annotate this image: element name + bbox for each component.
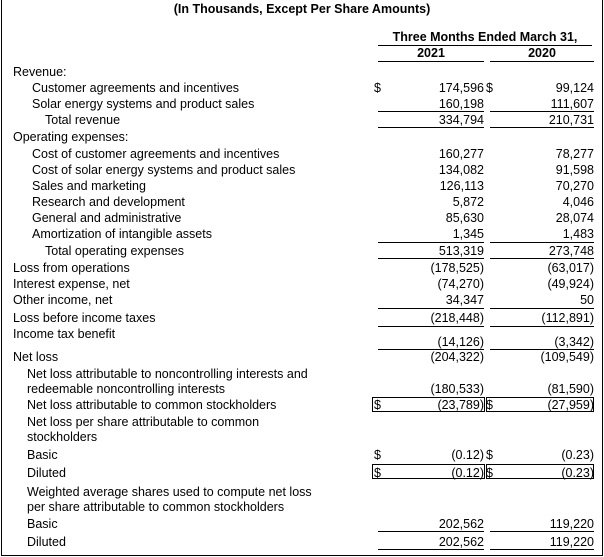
row-common-stockholders (0, 397, 604, 413)
row-label: General and administrative (32, 211, 182, 225)
row-label: Net loss attributable to noncontrolling interests and (27, 367, 308, 381)
value-2020: 273,748 (548, 244, 594, 258)
row-basic-eps (0, 447, 604, 463)
row-label: Customer agreements and incentives (32, 81, 240, 95)
value-2020: 119,220 (549, 517, 594, 531)
value-2020: 4,046 (562, 195, 594, 209)
value-2020: 78,277 (555, 147, 594, 161)
row-loss-before-tax (0, 310, 604, 326)
row-label: Diluted (27, 466, 66, 480)
row-label: Sales and marketing (32, 179, 146, 193)
row-cost-solar (0, 162, 604, 178)
year-2020-header: 2020 (490, 46, 594, 62)
value-2020: (63,017) (547, 261, 594, 275)
row-label: Basic (27, 517, 58, 531)
value-2020: 1,483 (562, 227, 594, 241)
row-label: redeemable noncontrolling interests (27, 382, 226, 396)
currency-symbol: $ (374, 81, 381, 95)
row-label: Income tax benefit (13, 327, 116, 341)
row-total-revenue (0, 112, 604, 128)
value-2021: (218,448) (430, 311, 484, 325)
row-gna (0, 210, 604, 226)
value-2021: (0.12) (451, 466, 484, 480)
underline (378, 127, 484, 128)
row-per-share-line1 (0, 414, 604, 430)
value-2021: 34,347 (445, 293, 484, 307)
row-label: Loss before income taxes (13, 311, 156, 325)
value-2020: 70,270 (555, 179, 594, 193)
value-2021: 174,596 (438, 81, 484, 95)
value-2021: 5,872 (452, 195, 484, 209)
value-2020: 50 (580, 293, 594, 307)
value-2021: (178,525) (430, 261, 484, 275)
row-label: Amortization of intangible assets (32, 227, 212, 241)
row-label: Net loss per share attributable to common (27, 415, 260, 429)
value-2021: 85,630 (445, 211, 484, 225)
value-2020: (49,924) (547, 277, 594, 291)
underline (490, 531, 594, 532)
value-2021: 134,082 (438, 163, 484, 177)
row-label: Net loss (13, 350, 59, 364)
row-label: Solar energy systems and product sales (32, 97, 255, 111)
row-nci-line2 (0, 381, 604, 397)
row-label: Loss from operations (13, 261, 130, 275)
row-label: Research and development (32, 195, 185, 209)
row-label: Weighted average shares used to compute net loss (27, 485, 312, 499)
row-revenue (0, 64, 604, 80)
row-amortization (0, 226, 604, 242)
value-2020: 99,124 (555, 81, 594, 95)
row-per-share-line2 (0, 429, 604, 445)
value-2021: 160,198 (438, 97, 484, 111)
row-label: stockholders (27, 430, 98, 444)
row-cost-customer (0, 146, 604, 162)
underline (490, 127, 594, 128)
underline (490, 549, 594, 550)
underline (378, 308, 484, 309)
row-opex (0, 129, 604, 145)
value-2020: 111,607 (550, 97, 594, 111)
row-label: Other income, net (13, 293, 113, 307)
row-loss-from-operations (0, 260, 604, 276)
value-2020: (109,549) (540, 350, 594, 364)
value-2020: (3,342) (554, 335, 594, 349)
row-label: Interest expense, net (13, 277, 130, 291)
year-2021-header: 2021 (378, 46, 484, 62)
value-2020: 119,220 (549, 535, 594, 549)
row-interest-expense (0, 276, 604, 292)
row-rnd (0, 194, 604, 210)
currency-symbol: $ (374, 448, 381, 462)
value-2021: (180,533) (430, 382, 484, 396)
value-2021: 202,562 (438, 517, 484, 531)
value-2021: (204,322) (430, 350, 484, 364)
row-basic-shares (0, 516, 604, 532)
currency-symbol: $ (374, 398, 381, 412)
row-label: Total operating expenses (45, 244, 184, 258)
value-2020: (0.23) (561, 448, 594, 462)
row-label: Revenue: (13, 65, 67, 79)
underline (490, 258, 594, 259)
row-label: Net loss attributable to common stockholders (27, 398, 277, 412)
value-2020: 210,731 (548, 113, 594, 127)
value-2021: 1,345 (452, 227, 484, 241)
value-2020: 91,598 (555, 163, 594, 177)
value-2021: (23,789) (437, 398, 484, 412)
underline (490, 308, 594, 309)
value-2021: 513,319 (438, 244, 484, 258)
value-2021: (74,270) (437, 277, 484, 291)
row-nci-line1 (0, 366, 604, 382)
value-2021: 160,277 (438, 147, 484, 161)
row-label: Cost of solar energy systems and product sales (32, 163, 296, 177)
currency-symbol: $ (486, 81, 493, 95)
row-diluted-shares (0, 534, 604, 550)
value-2020: (112,891) (541, 311, 594, 325)
row-wavg-line1 (0, 484, 604, 500)
value-2021: (14,126) (437, 335, 484, 349)
statement-title: (In Thousands, Except Per Share Amounts) (173, 2, 431, 16)
row-label: Diluted (27, 535, 66, 549)
row-wavg-line2 (0, 499, 604, 515)
row-solar-sales (0, 96, 604, 112)
value-2021: 126,113 (439, 179, 484, 193)
value-2020: (81,590) (547, 382, 594, 396)
currency-symbol: $ (486, 466, 493, 480)
row-total-opex (0, 243, 604, 259)
currency-symbol: $ (374, 466, 381, 480)
underline (378, 531, 484, 532)
value-2020: (27,959) (547, 398, 594, 412)
underline (378, 258, 484, 259)
underline (378, 549, 484, 550)
row-net-loss (0, 349, 604, 365)
row-other-income (0, 292, 604, 308)
row-customer-agreements (0, 80, 604, 96)
value-2021: 334,794 (438, 113, 484, 127)
row-label: Total revenue (45, 113, 121, 127)
value-2020: (0.23) (561, 466, 594, 480)
row-label: Basic (27, 448, 58, 462)
row-diluted-eps (0, 465, 604, 481)
value-2020: 28,074 (555, 211, 594, 225)
value-2021: (0.12) (451, 448, 484, 462)
row-label: per share attributable to common stockholders (27, 500, 285, 514)
row-label: Cost of customer agreements and incentives (32, 147, 280, 161)
row-label: Operating expenses: (13, 130, 129, 144)
period-header: Three Months Ended March 31, (378, 30, 592, 46)
currency-symbol: $ (486, 398, 493, 412)
row-sales-marketing (0, 178, 604, 194)
row-income-tax-values (0, 334, 604, 350)
value-2021: 202,562 (438, 535, 484, 549)
currency-symbol: $ (486, 448, 493, 462)
